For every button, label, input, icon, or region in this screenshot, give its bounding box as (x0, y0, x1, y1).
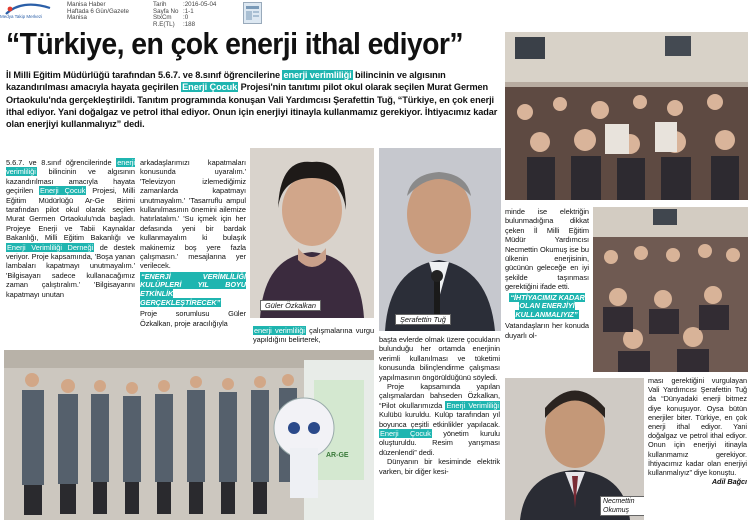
page-label: Sayfa No (153, 7, 179, 15)
article-column-2b (253, 326, 374, 345)
col5-text-a: ması gerektiğini vurgulayan Vali Yardımcısı Şerafettin Tuğ da “Dünyadaki enerji bitmez diye konuşuyor. Oysa bütün enerjiler biter. Türkiye, en çok enerji ithal ediyor. Yani doğalgaz ve petrol ithal ediyor. Onun için enerjiyi itinayla kullanmamız gerekiyor. İhtiyacımız kadar olan enerjiyi kullanmalıyız” diye konuştu. (648, 376, 747, 478)
clipping-header (0, 0, 750, 28)
reklam-value: :188 (183, 20, 196, 28)
page-thumbnail (243, 2, 262, 24)
article-column-1 (6, 158, 135, 299)
caption-necmettin (600, 496, 644, 516)
article-author: Adil Bağcı (711, 477, 747, 487)
clip-meta-values (183, 2, 216, 28)
serafettin-portrait-image (379, 148, 501, 331)
article-headline: “Türkiye, en çok enerji ithal ediyor” (6, 27, 463, 61)
col2-subheading (140, 273, 246, 307)
col1-text-e: Projesi, Milli Eğitim Müdürlüğü Ar-Ge Birimi tarafından pilot okul olarak seçilen Murat Germen Ortaokulu'nda başladı. Projeye Enerji ve Tabii Kaynaklar Bakanlığı, Milli Eğitim Bakanlığı ve (6, 186, 135, 243)
lead-text-1: İl Milli Eğitim Müdürlüğü tarafından 5.6.7. ve 8.sınıf öğrencilerine (6, 70, 283, 80)
col2-text-b: Proje sorumlusu Güler Özkalkan, proje aracılığıyla (140, 309, 246, 328)
col4-subheading (505, 294, 589, 320)
clip-meta-labels (153, 2, 178, 28)
col1-text-c: bilincinin ve algısının kazandırılması amacıyla hayata geçirilen (6, 167, 135, 196)
students-seated-image (593, 207, 748, 372)
guler-portrait-image (250, 148, 374, 318)
page-value: :1-1 (183, 7, 194, 15)
publication-info (67, 2, 129, 22)
group-students-image (4, 350, 374, 520)
date-value: :2016-05-04 (183, 1, 217, 8)
thumbnail-icon (244, 3, 261, 23)
stxcm-label: StxCm (153, 14, 172, 22)
col1-text-a: 5.6.7. ve 8.sınıf öğrencilerinde (6, 158, 117, 167)
photo-necmettin-okumus (505, 378, 644, 520)
col1-text-g: de destek veriyor. Proje kapsamında, 'Boşa yanan lambaları kapatmayı unutmayalım.' 'Bilgisayarı sadece kullanacağımız zaman çalıştıralım.' 'Bilgisayarını kapatmayı unutan (6, 242, 135, 299)
col3-text-g: Dünyanın bir kesiminde elektrik varken, bir diğer kesi- (379, 457, 500, 476)
photo-students-seated (593, 207, 748, 372)
col2-subheading-text: “ENERJİ VERİMLİLİĞİ KULÜPLERİ YIL BOYU ETKİNLİK GERÇEKLEŞTİRECEK” (140, 271, 246, 307)
photo-serafettin-tug (379, 148, 501, 331)
publication-name: Manisa Haber (67, 1, 106, 8)
caption-guler: Güler Özkalkan (260, 300, 321, 311)
col3-text-a: başta evlerde olmak üzere çocukların bulunduğu her ortamda enerjinin verimli kullanılması ve tüketimi konusunda bilinçlendirme çalışması yapılmasının öngörüldüğünü söyledi. (379, 335, 500, 382)
date-label: Tarih (153, 1, 167, 8)
col4-text-b: Vatandaşların her konuda duyarlı ol- (505, 321, 589, 340)
col1-highlight-d: Enerji Çocuk (40, 186, 86, 196)
article-column-2 (140, 158, 246, 328)
classroom-audience-image (505, 32, 748, 200)
col2-text-a: arkadaşlarımızı kapatmaları konusunda uyaralım.' 'Televizyon izlemediğimiz zamanlarda kapatmayı unutmayalım.' 'Tasarruflu ampul kullanılmasının önemini ailemize hatırlatalım.' 'Su içmek için her defasında yeni bir bardak kullanmayalım ki bulaşık makinemiz boş yere fazla çalışmasın.' mesajlarına yer verilecek. (140, 158, 246, 271)
article-column-4 (505, 207, 589, 340)
col2b-highlight: enerji verimliliği (254, 326, 305, 335)
photo-group-students (4, 350, 374, 520)
article-lead (6, 69, 502, 130)
lead-text-3: Projesi'nin tanıtımı pilot okul olarak seçilen Murat Germen Ortaokulu'nda gerçekleştirildi. Tanıtım programında konuşan Vali Yardımcısı Şerafettin Tuğ, “Türkiye, en çok enerji ithal ediyor. Yani doğalgaz ve petrol ithal ediyor. Onun için enerjiyi itinayla kullanmamız gerekiyor. İhtiyacımız kadar olan enerjiyi kullanmalıyız” dedi. (6, 82, 498, 130)
article-column-5 (648, 376, 747, 486)
lead-text-2: bilincinin ve algısının kazandırılması amacıyla hayata geçirilen (6, 70, 446, 93)
col2b-text: çalışmalarına vurgu yapıldığını belirterek, (253, 326, 375, 345)
caption-necmettin-line1: Necmettin (603, 498, 635, 505)
col4-subheading-text: “İHTİYACIMIZ KADAR OLAN ENERJİYİ KULLANMALIYIZ” (510, 292, 585, 319)
photo-guler-ozkalkan (250, 148, 374, 318)
banner-text: AR-GE (326, 452, 349, 459)
publication-city: Manisa (67, 14, 87, 22)
lead-highlight-1: enerji verimliliği (283, 70, 352, 80)
col1-highlight-b: enerji verimliliği (6, 158, 135, 177)
photo-classroom-audience (505, 32, 748, 200)
col1-highlight-f: Enerji Verimliliği Derneği (7, 242, 94, 252)
col4-text-a: minde ise elektriğin bulunmadığına dikkat çeken İl Milli Eğitim Müdür Yardımcısı Necmettin Okumuş ise bu ülkenin enerjisinin, gücünün geleceğe en iyi şekilde taşınması gerektiğini ifade etti. (505, 207, 589, 292)
reklam-label: R.E(TL) (153, 20, 175, 28)
caption-serafettin: Şerafettin Tuğ (395, 314, 451, 325)
col3-paragraph-2 (379, 382, 500, 457)
stxcm-value: :0 (183, 14, 189, 22)
logo-text: Medya Takip Merkezi (0, 14, 43, 19)
article-column-3 (379, 335, 500, 476)
caption-necmettin-line2: Okumuş (603, 507, 630, 514)
col3-text-f: yönetim kurulu oluşturuldu. Resim yarışması düzenlendi” dedi. (379, 429, 500, 457)
col3-text-d: Kulübü kuruldu. Kulüp tarafından yıl boyunca çeşitli etkinlikler yapılacak. (379, 410, 500, 429)
col3-highlight-c: Enerji Verimliliği (446, 400, 499, 410)
lead-highlight-2: Enerji Çocuk (182, 82, 238, 93)
publication-frequency: Haftada 6 Gün/Gazete (67, 7, 129, 15)
col3-text-b: Proje kapsamında yapılan çalışmalardan bahseden Özkalkan, “Pilot okullarımızda (379, 382, 500, 410)
col3-highlight-e: Enerji Çocuk (380, 429, 431, 439)
